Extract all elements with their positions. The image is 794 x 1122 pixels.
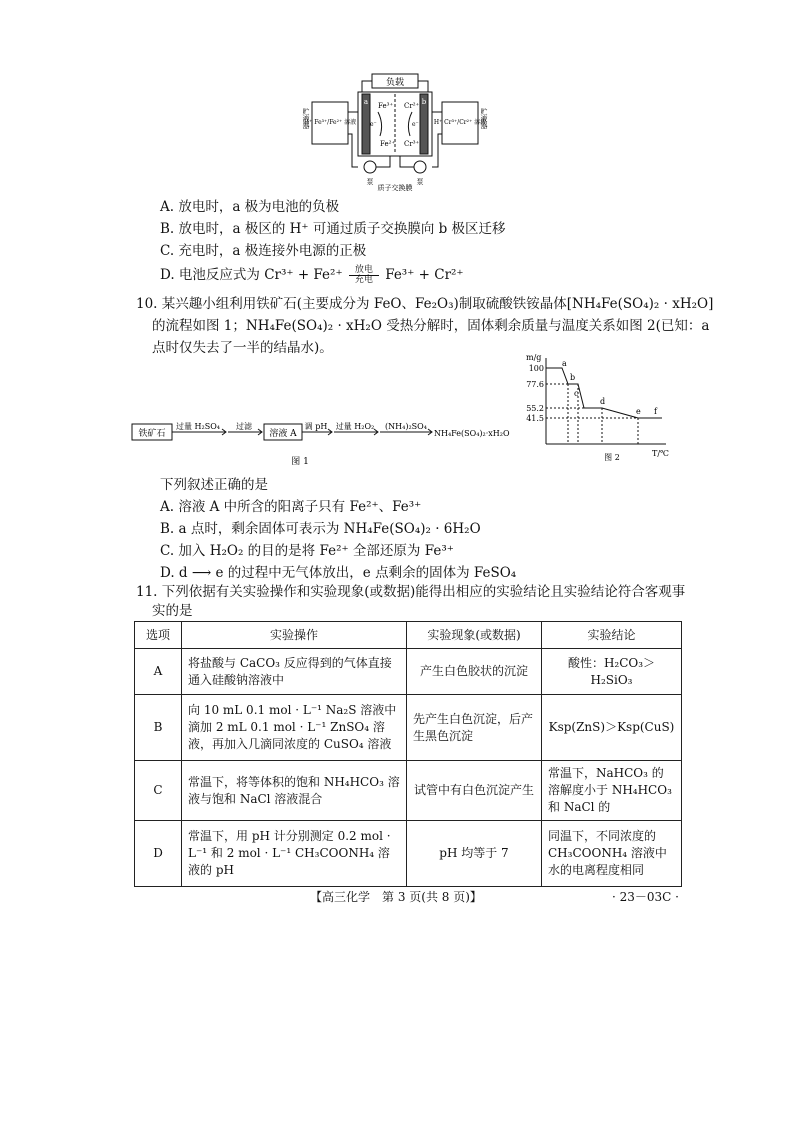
equilibrium-discharge: 放电: [354, 265, 373, 275]
graph-point-f: f: [654, 407, 657, 416]
graph-point-e: e: [636, 407, 641, 416]
graph-point-b: b: [570, 373, 576, 382]
q10-stem-line1: 10. 某兴趣小组利用铁矿石(主要成分为 FeO、Fe₂O₃)制取硫酸铁铵晶体[NH₄Fe(SO₄)₂ · xH₂O]: [136, 296, 714, 312]
row-b-conclusion: Ksp(ZnS)＞Ksp(CuS): [542, 695, 682, 761]
row-c-conclusion: 常温下，NaHCO₃ 的溶解度小于 NH₄HCO₃ 和 NaCl 的: [542, 761, 682, 821]
q9-option-c: C. 充电时，a 极连接外电源的正极: [160, 243, 367, 259]
pump-right-label: 泵: [416, 178, 424, 186]
graph-ytick-41: 41.5: [526, 414, 544, 423]
q10-option-a: A. 溶液 A 中所含的阳离子只有 Fe²⁺、Fe³⁺: [160, 499, 422, 515]
page-footer-left: 【高三化学 第 3 页(共 8 页)】: [310, 890, 482, 904]
header-phenomenon: 实验现象(或数据): [407, 622, 542, 649]
q10-stem-line3: 点时仅失去了一半的结晶水)。: [152, 340, 333, 356]
q9-option-d-post: Fe³⁺ + Cr²⁺: [385, 267, 464, 283]
figure2-caption: 图 2: [604, 453, 620, 462]
table-header-row: [135, 622, 682, 649]
electron-left-label: e⁻: [370, 121, 377, 128]
row-d-operation: 常温下，用 pH 计分别测定 0.2 mol · L⁻¹ 和 2 mol · L⁻¹ CH₃COONH₄ 溶液的 pH: [182, 821, 407, 887]
flow-start: 铁矿石: [138, 429, 166, 439]
electrode-b-label: b: [421, 98, 427, 106]
row-c-phenomenon: 试管中有白色沉淀产生: [407, 761, 542, 821]
flow-step3: 调 pH: [304, 422, 328, 431]
row-a-phenomenon: 产生白色胶状的沉淀: [407, 649, 542, 695]
graph-point-d: d: [600, 397, 606, 406]
q9-option-d: [160, 266, 464, 285]
equilibrium-charge: 充电: [354, 275, 373, 285]
row-b-operation: 向 10 mL 0.1 mol · L⁻¹ Na₂S 溶液中滴加 2 mL 0.1 mol · L⁻¹ ZnSO₄ 溶液，再加入几滴同浓度的 CuSO₄ 溶液: [182, 695, 407, 761]
row-a-option: A: [135, 649, 182, 695]
equilibrium-arrow: [349, 266, 379, 285]
header-conclusion: 实验结论: [542, 622, 682, 649]
membrane-label: 质子交换膜: [377, 184, 413, 192]
left-solution-label: H⁺ Fe³⁺/Fe²⁺ 溶液: [303, 119, 357, 126]
ion-fe2-label: Fe²⁺: [380, 140, 396, 148]
row-d-conclusion: 同温下，不同浓度的 CH₃COONH₄ 溶液中水的电离程度相同: [542, 821, 682, 887]
row-b-option: B: [135, 695, 182, 761]
row-c-option: C: [135, 761, 182, 821]
q11-stem-line1: 11. 下列依据有关实验操作和实验现象(或数据)能得出相应的实验结论且实验结论符合客观事: [136, 584, 686, 600]
flow-step2: 过滤: [236, 422, 252, 431]
flow-step1: 过量 H₂SO₄: [176, 422, 220, 431]
row-d-option: D: [135, 821, 182, 887]
page-footer-right: · 23－03C ·: [612, 890, 679, 904]
graph-point-a: a: [562, 359, 567, 368]
ion-fe3-label: Fe³⁺: [378, 102, 394, 110]
load-label: 负载: [385, 78, 405, 88]
flow-solution-a: 溶液 A: [269, 429, 297, 439]
q9-option-d-pre: D. 电池反应式为 Cr³⁺ + Fe²⁺: [160, 267, 343, 283]
electron-right-label: e⁻: [412, 121, 419, 128]
flow-product: NH₄Fe(SO₄)₂·xH₂O: [434, 429, 510, 438]
flow-battery-diagram: [300, 72, 490, 197]
header-option: 选项: [135, 622, 182, 649]
q10-option-c: C. 加入 H₂O₂ 的目的是将 Fe²⁺ 全部还原为 Fe³⁺: [160, 543, 454, 559]
graph-xlabel: T/℃: [652, 449, 669, 458]
right-solution-label: H⁺ Cr³⁺/Cr²⁺ 溶液: [433, 119, 487, 126]
row-a-conclusion: 酸性：H₂CO₃＞H₂SiO₃: [542, 649, 682, 695]
row-a-operation: 将盐酸与 CaCO₃ 反应得到的气体直接通入硅酸钠溶液中: [182, 649, 407, 695]
row-c-operation: 常温下，将等体积的饱和 NH₄HCO₃ 溶液与饱和 NaCl 溶液混合: [182, 761, 407, 821]
table-row: [135, 695, 682, 761]
experiment-table: [134, 621, 682, 887]
q10-option-b: B. a 点时，剩余固体可表示为 NH₄Fe(SO₄)₂ · 6H₂O: [160, 521, 481, 537]
row-b-phenomenon: 先产生白色沉淀，后产生黑色沉淀: [407, 695, 542, 761]
left-tank-label: 贮液器: [302, 108, 310, 129]
q11-stem-line2: 实的是: [152, 603, 193, 619]
row-d-phenomenon: pH 均等于 7: [407, 821, 542, 887]
q10-question: 下列叙述正确的是: [160, 477, 268, 493]
flow-step4: 过量 H₂O₂: [335, 422, 375, 431]
pump-left-label: 泵: [366, 178, 374, 186]
process-flow-diagram: [130, 420, 520, 468]
q10-option-d: D. d ⟶ e 的过程中无气体放出，e 点剩余的固体为 FeSO₄: [160, 565, 517, 581]
graph-ytick-100: 100: [528, 364, 544, 373]
q9-option-b: B. 放电时，a 极区的 H⁺ 可通过质子交换膜向 b 极区迁移: [160, 221, 506, 237]
figure1-caption: 图 1: [291, 457, 309, 467]
q9-option-a: A. 放电时，a 极为电池的负极: [160, 199, 340, 215]
graph-ylabel: m/g: [526, 353, 542, 362]
graph-ytick-77: 77.6: [526, 380, 544, 389]
table-row: [135, 821, 682, 887]
flow-step5: (NH₄)₂SO₄: [385, 422, 427, 431]
header-operation: 实验操作: [182, 622, 407, 649]
ion-cr3-label: Cr³⁺: [404, 140, 420, 148]
mass-temperature-graph: [522, 352, 672, 462]
graph-point-c: c: [574, 389, 579, 398]
ion-cr2-label: Cr²⁺: [404, 102, 420, 110]
q10-stem-line2: 的流程如图 1；NH₄Fe(SO₄)₂ · xH₂O 受热分解时，固体剩余质量与温度关系如图 2(已知：a: [152, 318, 710, 334]
table-row: [135, 649, 682, 695]
right-tank-label: 贮液器: [480, 108, 488, 129]
table-row: [135, 761, 682, 821]
electrode-a-label: a: [363, 98, 369, 106]
graph-ytick-55: 55.2: [526, 404, 544, 413]
